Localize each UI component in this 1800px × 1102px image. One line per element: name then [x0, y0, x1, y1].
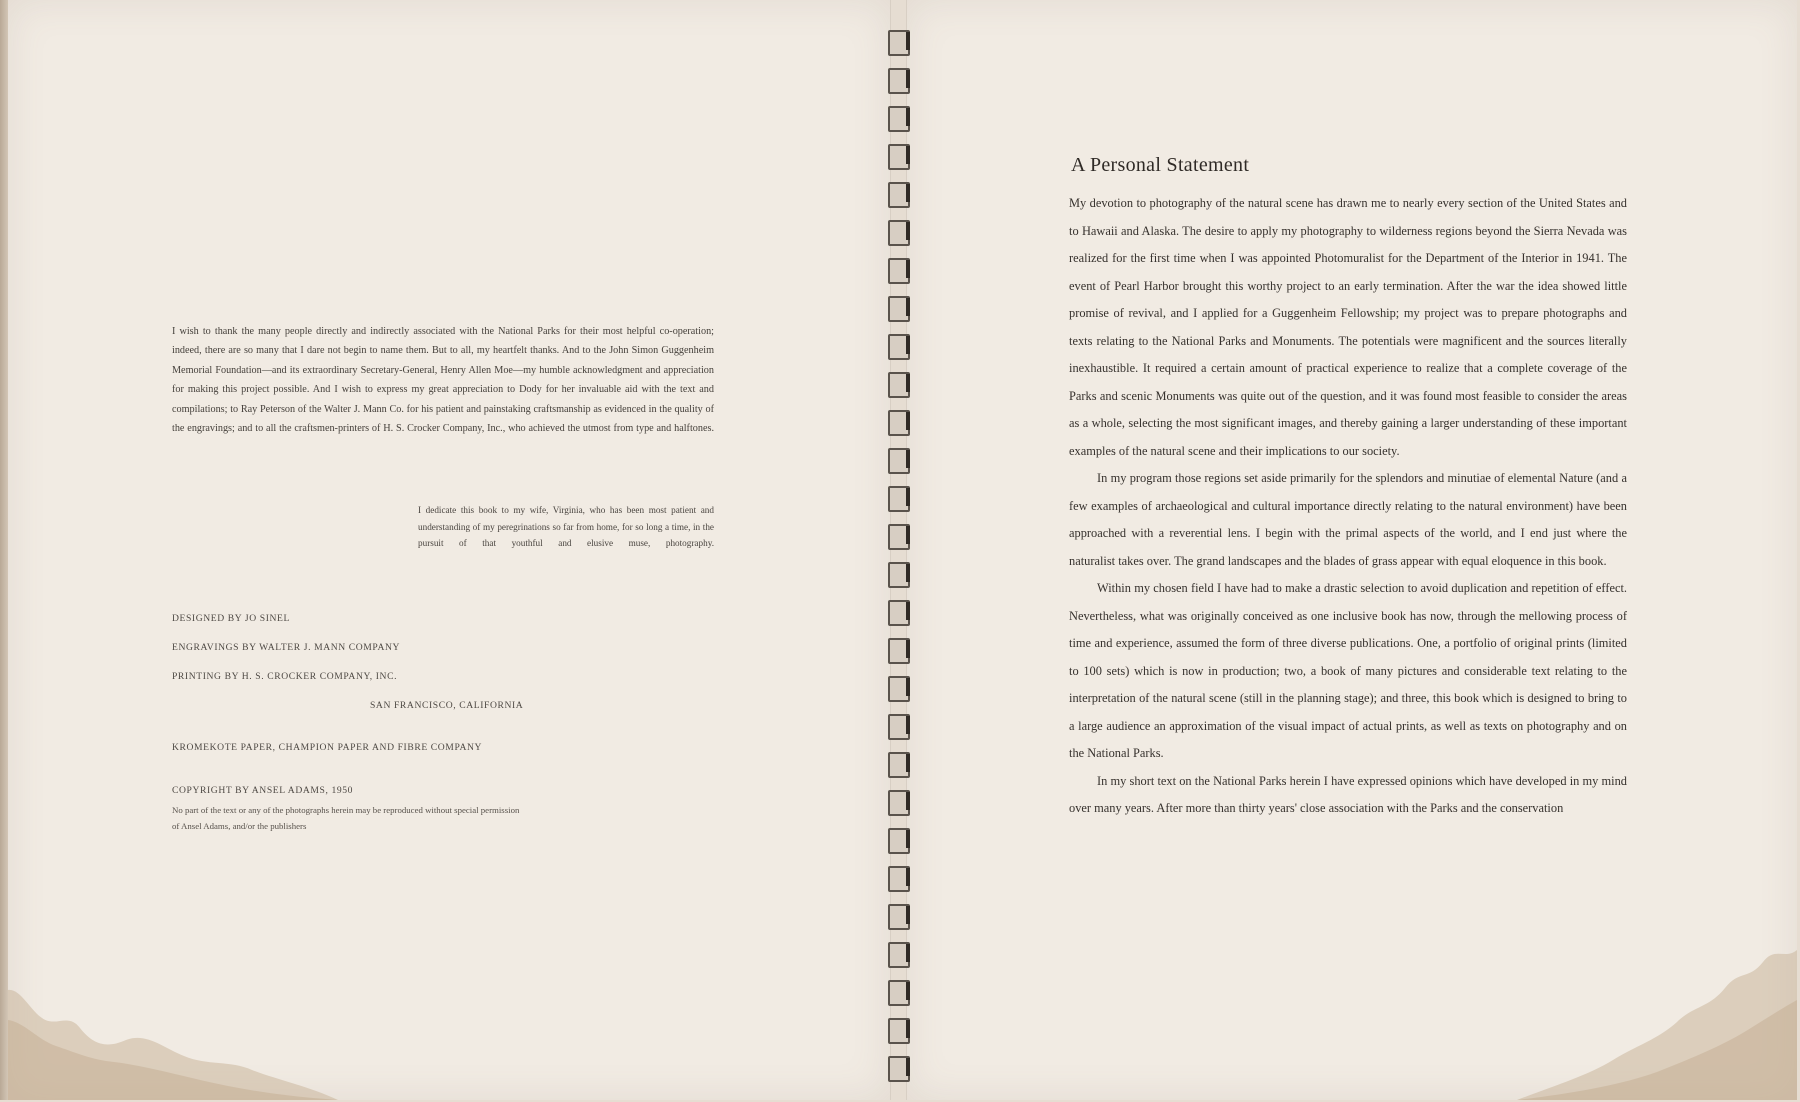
- water-stain-right: [1517, 910, 1797, 1100]
- reproduction-notice: [172, 802, 612, 834]
- statement-paragraph-3: Within my chosen field I have had to make a drastic selection to avoid duplication and repetition of effect. Nevertheless, what was originally conceived as one inclusive book has now, through the mellowing process of time and experience, assumed the form of three diverse publications. One, a portfolio of original prints (limited to 100 sets) which is now in production; two, a book of many pictures and considerable text relating to the interpretation of the natural scene (still in the planning stage); and three, this book which is designed to bring to a large audience an approximation of the visual impact of actual prints, as well as texts on photography and on the National Parks.: [1069, 581, 1627, 760]
- notice-line-1: No part of the text or any of the photographs herein may be reproduced without special permission: [172, 805, 520, 815]
- statement-paragraph-2: In my program those regions set aside primarily for the splendors and minutiae of elemental Nature (and a few examples of archaeological and cultural importance directly relating to the natural environment) have been approached with a reverential lens. I begin with the primal aspects of the world, and I end just where the naturalist takes over. The grand landscapes and the blades of grass appear with equal eloquence in this book.: [1069, 471, 1627, 568]
- credit-designer: DESIGNED BY JO SINEL: [172, 613, 290, 624]
- personal-statement-body: [1069, 190, 1627, 823]
- statement-paragraph-1: My devotion to photography of the natural scene has drawn me to nearly every section of the United States and to Hawaii and Alaska. The desire to apply my photography to wilderness regions beyond the Sierra Nevada was realized for the first time when I was appointed Photomuralist for the Department of the Interior in 1941. The event of Pearl Harbor brought this worthy project to an early termination. After the war the idea showed little promise of revival, and I applied for a Guggenheim Fellowship; my project was to prepare photographs and texts relating to the National Parks and Monuments. The potentials were magnificent and the sources literally inexhaustible. It required a certain amount of practical experience to realize that a complete coverage of the Parks and scenic Monuments was quite out of the question, and it was found most feasible to consider the areas as a whole, selecting the most significant images, and thereby gaining a larger understanding of these important examples of the natural scene and their implications to our society.: [1069, 196, 1627, 458]
- page-title: A Personal Statement: [1071, 154, 1250, 176]
- dedication-paragraph: I dedicate this book to my wife, Virginia, who has been most patient and understanding of my peregrinations so far from home, for so long a time, in the pursuit of that youthful and elusive muse, photography.: [418, 505, 714, 549]
- credit-paper: KROMEKOTE PAPER, CHAMPION PAPER AND FIBRE COMPANY: [172, 742, 483, 753]
- notice-line-2: of Ansel Adams, and/or the publishers: [172, 821, 307, 831]
- credit-city: SAN FRANCISCO, CALIFORNIA: [370, 700, 524, 711]
- spiral-binding-icon: [880, 22, 916, 1102]
- credit-printing: PRINTING BY H. S. CROCKER COMPANY, INC.: [172, 671, 398, 682]
- acknowledgment-paragraph: I wish to thank the many people directly and indirectly associated with the National Parks for their most helpful co-operation; indeed, there are so many that I dare not begin to name them. But to all, my heartfelt thanks. And to the John Simon Guggenheim Memorial Foundation—and its extraordinary Secretary-General, Henry Allen Moe—my humble acknowledgment and appreciation for making this project possible. And I wish to express my great appreciation to Dody for her invaluable aid with the text and compilations; to Ray Peterson of the Walter J. Mann Co. for his patient and painstaking craftsmanship as evidenced in the quality of the engravings; and to all the craftsmen-printers of H. S. Crocker Company, Inc., who achieved the utmost from type and halftones.: [172, 326, 714, 435]
- water-stain-left: [8, 900, 338, 1100]
- copyright-line: COPYRIGHT BY ANSEL ADAMS, 1950: [172, 785, 354, 796]
- statement-paragraph-4: In my short text on the National Parks herein I have expressed opinions which have developed in my mind over many years. After more than thirty years' close association with the Parks and the conservation: [1069, 773, 1627, 815]
- credit-engravings: ENGRAVINGS BY WALTER J. MANN COMPANY: [172, 642, 401, 653]
